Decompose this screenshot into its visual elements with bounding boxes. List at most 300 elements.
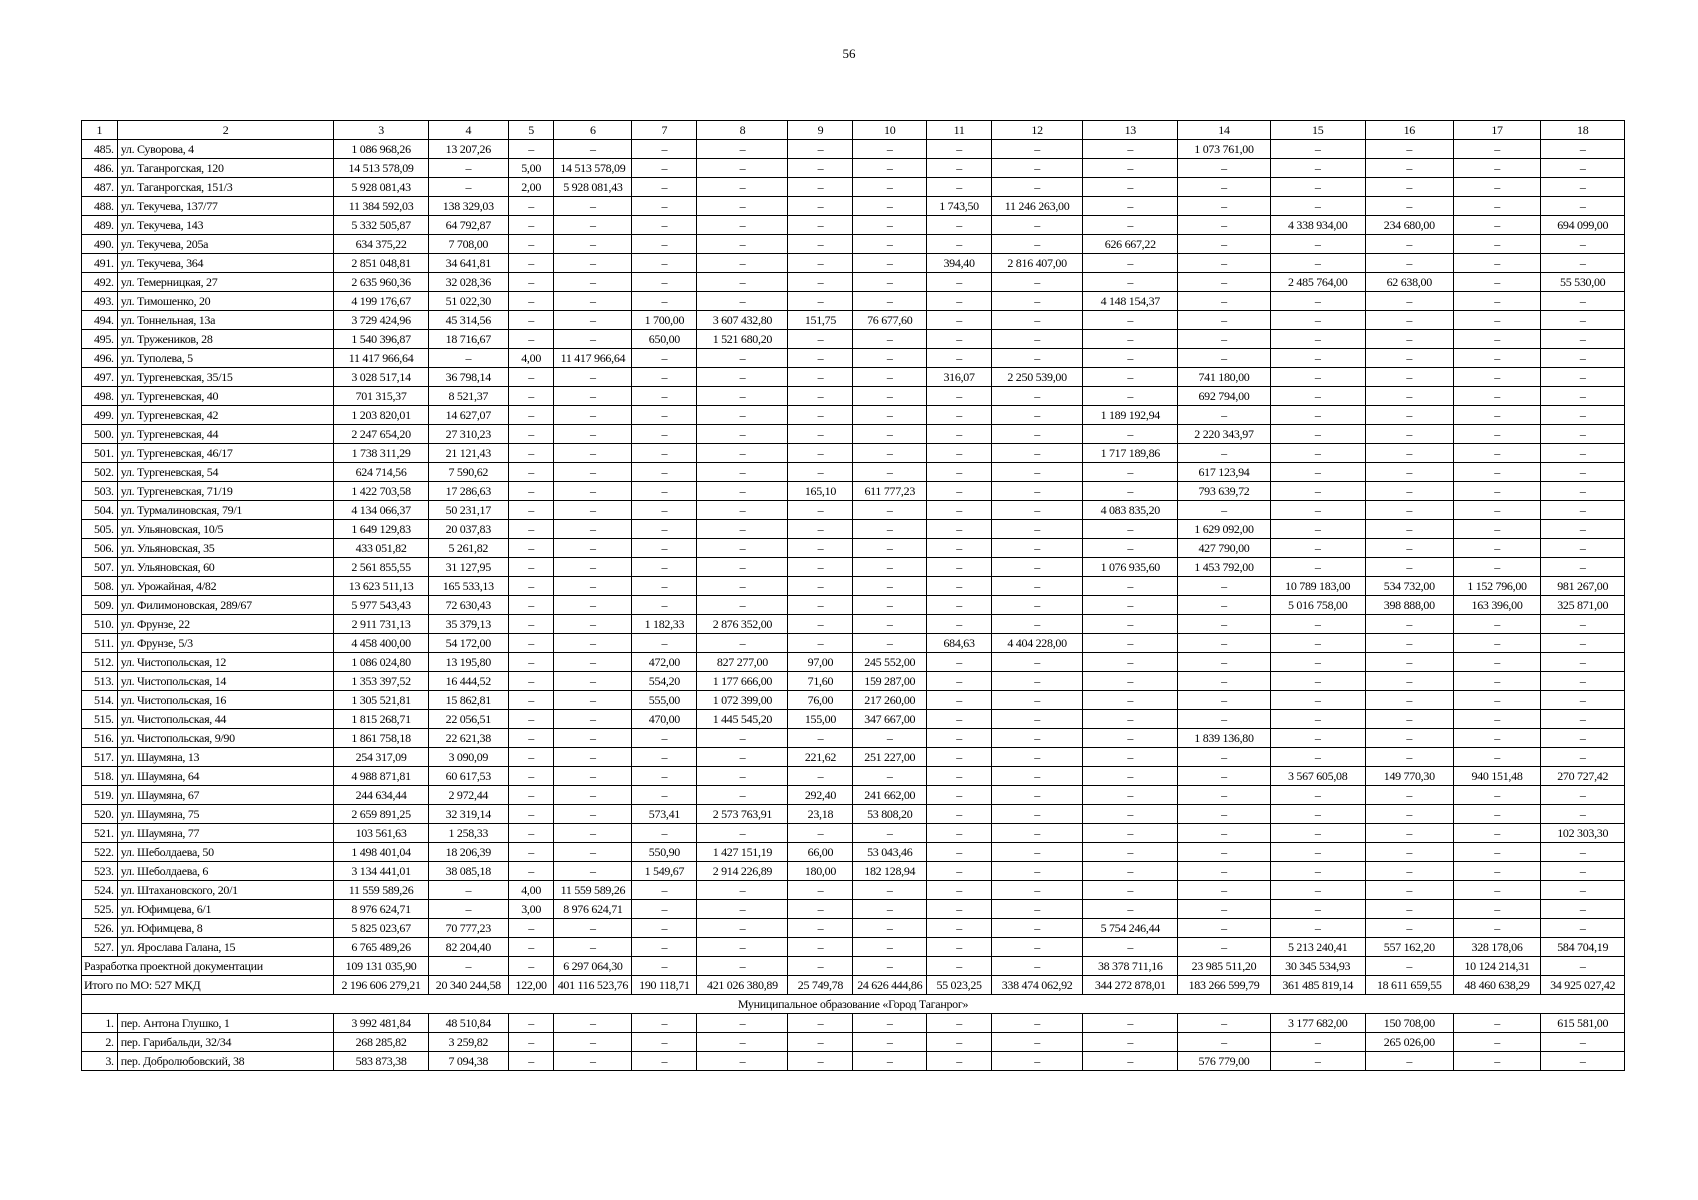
row-number: 525. <box>82 900 118 919</box>
table-cell: – <box>1365 1052 1453 1071</box>
table-cell: 4 083 835,20 <box>1083 501 1178 520</box>
table-cell: – <box>853 615 927 634</box>
table-cell: 3 259,82 <box>428 1033 508 1052</box>
table-cell: – <box>697 1052 788 1071</box>
table-cell: – <box>554 843 632 862</box>
table-cell: – <box>788 824 853 843</box>
table-cell: 138 329,03 <box>428 197 508 216</box>
table-cell: – <box>554 539 632 558</box>
table-cell: – <box>632 1014 697 1033</box>
table-cell: – <box>508 558 554 577</box>
table-cell: – <box>1541 1033 1625 1052</box>
table-cell: – <box>554 216 632 235</box>
table-cell: – <box>1270 349 1365 368</box>
table-cell: – <box>788 235 853 254</box>
table-cell: – <box>697 729 788 748</box>
table-cell: 103 561,63 <box>334 824 428 843</box>
address-cell: ул. Шаумяна, 77 <box>117 824 334 843</box>
table-cell: – <box>788 140 853 159</box>
table-cell: – <box>1083 463 1178 482</box>
table-row <box>82 843 1625 862</box>
table-cell: – <box>508 482 554 501</box>
row-number: 517. <box>82 748 118 767</box>
table-cell: 27 310,23 <box>428 425 508 444</box>
table-cell: – <box>632 140 697 159</box>
table-cell: – <box>927 900 992 919</box>
table-cell: – <box>1453 349 1541 368</box>
table-cell: – <box>1365 539 1453 558</box>
table-cell: – <box>927 748 992 767</box>
address-cell: ул. Текучева, 137/77 <box>117 197 334 216</box>
table-cell: 31 127,95 <box>428 558 508 577</box>
table-cell: – <box>1178 444 1270 463</box>
table-cell: 615 581,00 <box>1541 1014 1625 1033</box>
table-cell: 650,00 <box>632 330 697 349</box>
table-cell: – <box>853 273 927 292</box>
table-cell: – <box>1541 1052 1625 1071</box>
row-number: 523. <box>82 862 118 881</box>
table-row <box>82 596 1625 615</box>
column-header: 1 <box>82 121 118 140</box>
table-cell: – <box>853 463 927 482</box>
row-number: 3. <box>82 1052 118 1071</box>
table-row <box>82 729 1625 748</box>
table-cell: 694 099,00 <box>1541 216 1625 235</box>
table-row <box>82 330 1625 349</box>
table-cell: – <box>1453 368 1541 387</box>
table-cell: – <box>1270 425 1365 444</box>
table-row <box>82 881 1625 900</box>
table-cell: – <box>853 957 927 976</box>
row-number: 1. <box>82 1014 118 1033</box>
table-row <box>82 748 1625 767</box>
table-cell: – <box>1270 444 1365 463</box>
table-cell: – <box>853 1014 927 1033</box>
table-row <box>82 653 1625 672</box>
table-cell: 4,00 <box>508 349 554 368</box>
table-cell: 1 072 399,00 <box>697 691 788 710</box>
table-cell: – <box>632 938 697 957</box>
table-cell: – <box>788 178 853 197</box>
table-cell: – <box>788 292 853 311</box>
table-cell: 7 590,62 <box>428 463 508 482</box>
table-cell: 3 177 682,00 <box>1270 1014 1365 1033</box>
table-cell: – <box>1178 197 1270 216</box>
address-cell: ул. Текучева, 364 <box>117 254 334 273</box>
table-row <box>82 1014 1625 1033</box>
table-cell: – <box>508 520 554 539</box>
table-row <box>82 235 1625 254</box>
table-cell: – <box>927 1033 992 1052</box>
table-cell: – <box>1365 824 1453 843</box>
table-cell: 66,00 <box>788 843 853 862</box>
table-cell: – <box>1365 292 1453 311</box>
table-cell: – <box>1541 805 1625 824</box>
table-cell: 576 779,00 <box>1178 1052 1270 1071</box>
table-cell: – <box>1453 634 1541 653</box>
table-cell: – <box>1541 368 1625 387</box>
table-cell: – <box>927 805 992 824</box>
table-cell: – <box>508 539 554 558</box>
table-cell: – <box>697 501 788 520</box>
table-cell: – <box>927 463 992 482</box>
address-cell: ул. Чистопольская, 16 <box>117 691 334 710</box>
table-cell: – <box>927 159 992 178</box>
table-cell: 151,75 <box>788 311 853 330</box>
table-cell: – <box>1453 311 1541 330</box>
table-cell: – <box>992 596 1083 615</box>
table-cell: – <box>508 710 554 729</box>
row-number: 498. <box>82 387 118 406</box>
table-cell: 7 708,00 <box>428 235 508 254</box>
table-cell: – <box>697 235 788 254</box>
table-cell: 64 792,87 <box>428 216 508 235</box>
table-cell: – <box>788 729 853 748</box>
table-cell: – <box>1178 653 1270 672</box>
table-cell: – <box>697 1014 788 1033</box>
table-cell: – <box>1365 900 1453 919</box>
table-cell: 5 928 081,43 <box>554 178 632 197</box>
table-cell: – <box>1083 938 1178 957</box>
table-cell: – <box>1083 672 1178 691</box>
row-number: 500. <box>82 425 118 444</box>
table-cell: – <box>927 1052 992 1071</box>
table-cell: – <box>1453 786 1541 805</box>
table-cell: – <box>992 463 1083 482</box>
table-cell: – <box>1365 235 1453 254</box>
table-cell: – <box>1541 558 1625 577</box>
table-cell: – <box>1365 159 1453 178</box>
table-cell: – <box>1453 520 1541 539</box>
table-cell: 14 513 578,09 <box>554 159 632 178</box>
table-cell: – <box>853 406 927 425</box>
table-row <box>82 558 1625 577</box>
table-row <box>82 900 1625 919</box>
table-cell: 5 754 246,44 <box>1083 919 1178 938</box>
table-cell: – <box>554 691 632 710</box>
table-cell: 76,00 <box>788 691 853 710</box>
table-cell: – <box>508 387 554 406</box>
table-row <box>82 501 1625 520</box>
table-cell: – <box>632 824 697 843</box>
table-cell: – <box>1083 178 1178 197</box>
table-cell: 2 816 407,00 <box>992 254 1083 273</box>
table-cell: 165 533,13 <box>428 577 508 596</box>
section-title: Муниципальное образование «Город Таганрог» <box>82 995 1625 1014</box>
table-cell: 1 086 024,80 <box>334 653 428 672</box>
table-cell: – <box>927 216 992 235</box>
table-cell: – <box>554 824 632 843</box>
table-cell: 5 261,82 <box>428 539 508 558</box>
address-cell: ул. Тургеневская, 44 <box>117 425 334 444</box>
table-cell: – <box>927 710 992 729</box>
table-cell: 2 220 343,97 <box>1178 425 1270 444</box>
table-cell: 3 028 517,14 <box>334 368 428 387</box>
table-cell: – <box>853 501 927 520</box>
table-cell: – <box>632 558 697 577</box>
table-cell: – <box>1365 843 1453 862</box>
table-cell: – <box>1178 577 1270 596</box>
table-cell: – <box>508 235 554 254</box>
table-cell: – <box>992 957 1083 976</box>
table-cell: 25 749,78 <box>788 976 853 995</box>
table-cell: – <box>1541 634 1625 653</box>
table-cell: 24 626 444,86 <box>853 976 927 995</box>
table-cell: – <box>508 444 554 463</box>
table-cell: – <box>554 501 632 520</box>
table-cell: 427 790,00 <box>1178 539 1270 558</box>
table-cell: 254 317,09 <box>334 748 428 767</box>
table-cell: – <box>992 273 1083 292</box>
table-cell: – <box>1083 387 1178 406</box>
table-cell: – <box>1541 862 1625 881</box>
address-cell: ул. Тургеневская, 35/15 <box>117 368 334 387</box>
table-cell: – <box>632 786 697 805</box>
address-cell: ул. Юфимцева, 6/1 <box>117 900 334 919</box>
table-cell: – <box>927 881 992 900</box>
table-cell: 3 090,09 <box>428 748 508 767</box>
table-cell: – <box>1270 235 1365 254</box>
table-cell: – <box>853 577 927 596</box>
table-cell: – <box>554 672 632 691</box>
table-row <box>82 672 1625 691</box>
table-cell: – <box>992 330 1083 349</box>
table-cell: 10 124 214,31 <box>1453 957 1541 976</box>
table-cell: – <box>992 1052 1083 1071</box>
table-cell: – <box>697 216 788 235</box>
table-cell: – <box>697 197 788 216</box>
table-cell: 701 315,37 <box>334 387 428 406</box>
table-cell: – <box>697 463 788 482</box>
table-cell: – <box>1365 197 1453 216</box>
table-cell: – <box>788 387 853 406</box>
table-cell: – <box>788 444 853 463</box>
address-cell: ул. Турмалиновская, 79/1 <box>117 501 334 520</box>
table-cell: 421 026 380,89 <box>697 976 788 995</box>
row-number: 491. <box>82 254 118 273</box>
table-cell: – <box>697 824 788 843</box>
table-cell: – <box>632 368 697 387</box>
table-cell: – <box>632 539 697 558</box>
table-cell: – <box>632 159 697 178</box>
table-cell: – <box>1270 653 1365 672</box>
table-cell: 13 207,26 <box>428 140 508 159</box>
row-number: 514. <box>82 691 118 710</box>
table-cell: – <box>508 729 554 748</box>
table-cell: – <box>927 577 992 596</box>
table-cell: – <box>1453 539 1541 558</box>
table-cell: – <box>508 273 554 292</box>
table-cell: – <box>1083 881 1178 900</box>
table-row <box>82 463 1625 482</box>
table-cell: – <box>1541 292 1625 311</box>
table-cell: 11 417 966,64 <box>554 349 632 368</box>
table-cell: – <box>788 349 853 368</box>
table-cell: 325 871,00 <box>1541 596 1625 615</box>
table-cell: 2 876 352,00 <box>697 615 788 634</box>
table-cell: 1 815 268,71 <box>334 710 428 729</box>
column-header: 7 <box>632 121 697 140</box>
table-cell: – <box>1365 881 1453 900</box>
table-cell: – <box>927 539 992 558</box>
table-cell: – <box>632 957 697 976</box>
table-row <box>82 1052 1625 1071</box>
table-cell: 163 396,00 <box>1453 596 1541 615</box>
table-cell: – <box>1083 216 1178 235</box>
row-number: 494. <box>82 311 118 330</box>
table-cell: 5 977 543,43 <box>334 596 428 615</box>
table-cell: – <box>1453 748 1541 767</box>
table-cell: – <box>632 273 697 292</box>
table-cell: 793 639,72 <box>1178 482 1270 501</box>
table-cell: – <box>697 254 788 273</box>
table-cell: – <box>1270 292 1365 311</box>
table-cell: – <box>1083 197 1178 216</box>
table-cell: 4 988 871,81 <box>334 767 428 786</box>
table-cell: – <box>508 254 554 273</box>
table-cell: – <box>927 406 992 425</box>
table-cell: 221,62 <box>788 748 853 767</box>
column-header: 9 <box>788 121 853 140</box>
table-cell: – <box>1541 311 1625 330</box>
table-cell: – <box>992 1033 1083 1052</box>
table-cell: – <box>788 539 853 558</box>
table-row <box>82 539 1625 558</box>
table-cell: – <box>853 558 927 577</box>
table-cell: 32 028,36 <box>428 273 508 292</box>
table-cell: – <box>1541 406 1625 425</box>
table-cell: – <box>853 444 927 463</box>
table-cell: – <box>788 577 853 596</box>
table-cell: – <box>554 805 632 824</box>
table-cell: – <box>1270 1033 1365 1052</box>
table-cell: – <box>554 406 632 425</box>
table-cell: – <box>697 520 788 539</box>
table-cell: – <box>1083 140 1178 159</box>
address-cell: ул. Текучева, 143 <box>117 216 334 235</box>
table-cell: – <box>1453 406 1541 425</box>
table-cell: – <box>788 216 853 235</box>
table-cell: – <box>554 1033 632 1052</box>
table-cell: – <box>428 957 508 976</box>
table-cell: – <box>1453 1014 1541 1033</box>
table-cell: – <box>697 577 788 596</box>
row-number: 508. <box>82 577 118 596</box>
table-cell: – <box>992 216 1083 235</box>
table-cell: 18 206,39 <box>428 843 508 862</box>
column-header: 14 <box>1178 121 1270 140</box>
table-cell: – <box>992 558 1083 577</box>
table-cell: – <box>992 311 1083 330</box>
table-cell: – <box>1083 539 1178 558</box>
table-cell: – <box>697 406 788 425</box>
table-cell: – <box>927 292 992 311</box>
address-cell: ул. Урожайная, 4/82 <box>117 577 334 596</box>
row-number: 516. <box>82 729 118 748</box>
table-cell: – <box>1541 672 1625 691</box>
table-cell: 7 094,38 <box>428 1052 508 1071</box>
table-cell: 149 770,30 <box>1365 767 1453 786</box>
table-cell: 573,41 <box>632 805 697 824</box>
table-cell: 1 073 761,00 <box>1178 140 1270 159</box>
table-cell: – <box>1270 330 1365 349</box>
table-cell: – <box>788 881 853 900</box>
table-cell: 1 649 129,83 <box>334 520 428 539</box>
table-row <box>82 824 1625 843</box>
table-cell: – <box>428 881 508 900</box>
table-row <box>82 292 1625 311</box>
table-cell: 5 016 758,00 <box>1270 596 1365 615</box>
table-cell: – <box>1541 843 1625 862</box>
table-cell: – <box>632 425 697 444</box>
row-number: 509. <box>82 596 118 615</box>
table-row <box>82 710 1625 729</box>
table-cell: – <box>1178 254 1270 273</box>
row-number: 526. <box>82 919 118 938</box>
table-cell: 32 319,14 <box>428 805 508 824</box>
table-row <box>82 387 1625 406</box>
table-cell: – <box>1541 140 1625 159</box>
table-cell: – <box>1270 634 1365 653</box>
table-cell: – <box>1365 957 1453 976</box>
table-cell: – <box>927 615 992 634</box>
table-cell: 1 189 192,94 <box>1083 406 1178 425</box>
row-number: 501. <box>82 444 118 463</box>
table-cell: 8 976 624,71 <box>334 900 428 919</box>
table-cell: – <box>1178 615 1270 634</box>
address-cell: ул. Ульяновская, 10/5 <box>117 520 334 539</box>
table-cell: 268 285,82 <box>334 1033 428 1052</box>
table-cell: – <box>632 767 697 786</box>
table-cell: – <box>554 140 632 159</box>
table-cell: – <box>632 387 697 406</box>
table-cell: 1 521 680,20 <box>697 330 788 349</box>
table-cell: – <box>1178 216 1270 235</box>
table-cell: – <box>554 767 632 786</box>
table-cell: 472,00 <box>632 653 697 672</box>
column-header: 8 <box>697 121 788 140</box>
table-cell: – <box>927 596 992 615</box>
table-cell: 741 180,00 <box>1178 368 1270 387</box>
table-cell: – <box>697 957 788 976</box>
table-cell: – <box>1541 235 1625 254</box>
table-cell: – <box>788 368 853 387</box>
table-cell: – <box>554 1052 632 1071</box>
table-cell: – <box>853 140 927 159</box>
table-cell: – <box>992 577 1083 596</box>
table-cell: – <box>632 254 697 273</box>
address-cell: ул. Тружеников, 28 <box>117 330 334 349</box>
table-cell: 50 231,17 <box>428 501 508 520</box>
table-cell: – <box>788 900 853 919</box>
table-cell: – <box>508 596 554 615</box>
table-cell: – <box>1270 501 1365 520</box>
table-cell: – <box>927 235 992 254</box>
table-cell: – <box>1453 672 1541 691</box>
table-cell: 6 765 489,26 <box>334 938 428 957</box>
table-cell: – <box>697 368 788 387</box>
table-cell: 684,63 <box>927 634 992 653</box>
table-cell: – <box>788 273 853 292</box>
table-cell: 251 227,00 <box>853 748 927 767</box>
table-cell: – <box>632 216 697 235</box>
column-header: 6 <box>554 121 632 140</box>
address-cell: ул. Штахановского, 20/1 <box>117 881 334 900</box>
table-cell: – <box>1270 824 1365 843</box>
table-cell: 241 662,00 <box>853 786 927 805</box>
table-cell: – <box>1365 691 1453 710</box>
table-cell: 361 485 819,14 <box>1270 976 1365 995</box>
